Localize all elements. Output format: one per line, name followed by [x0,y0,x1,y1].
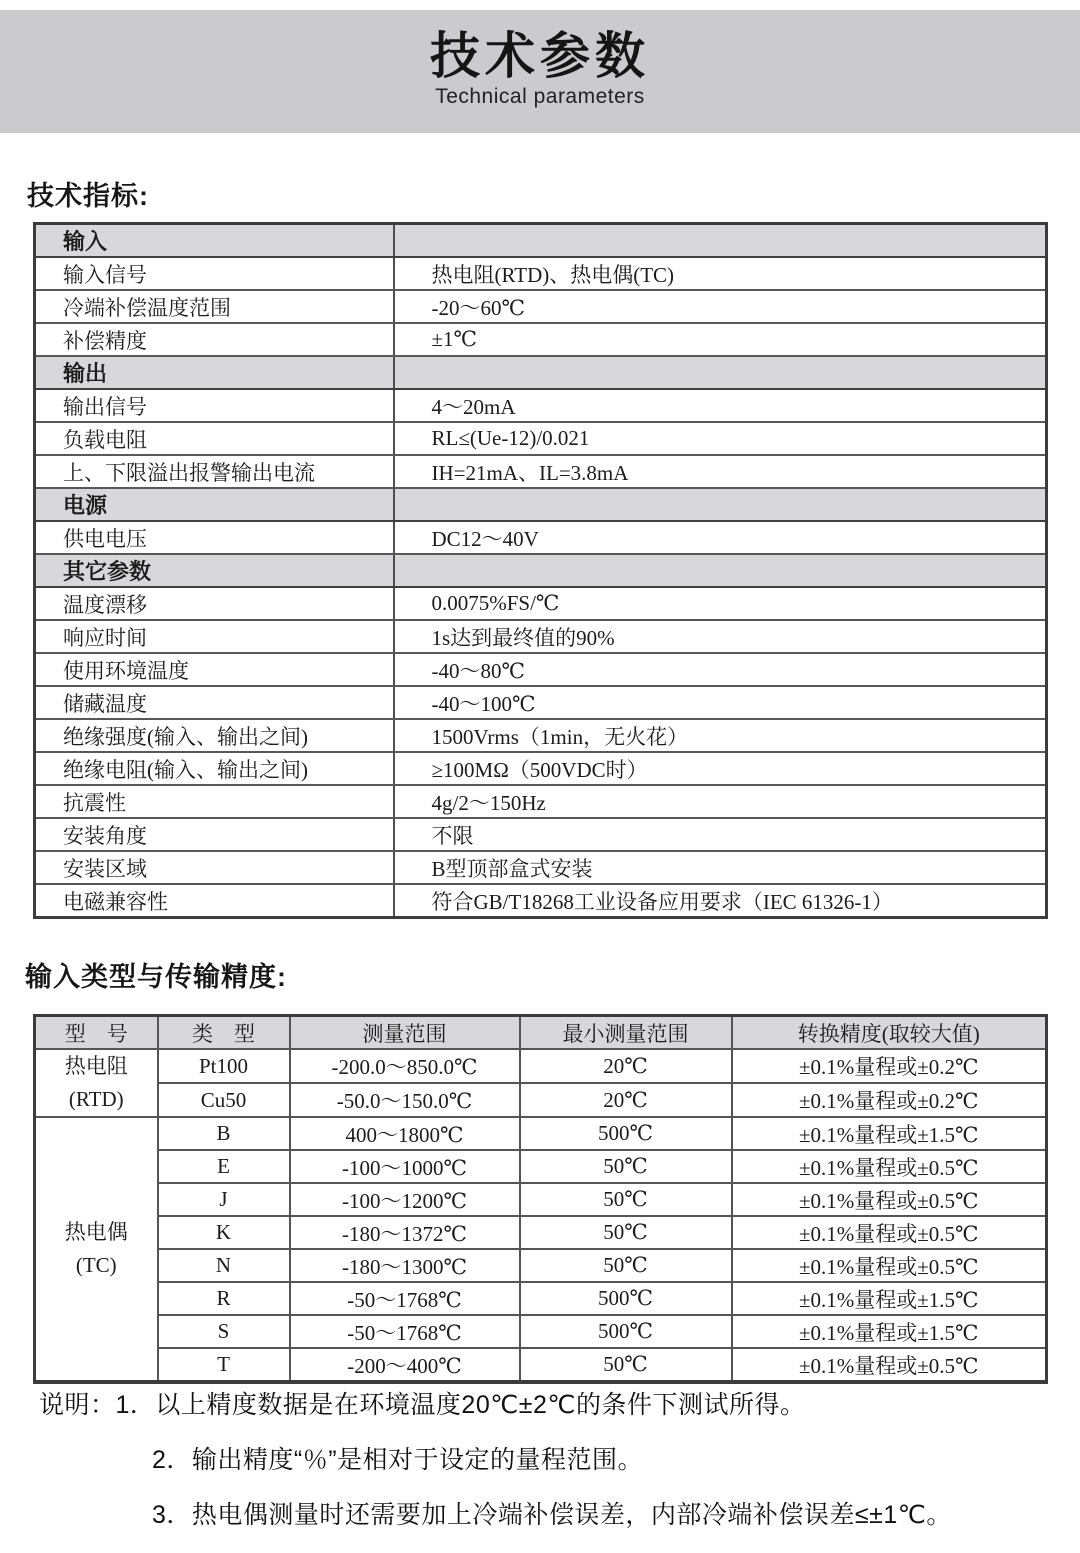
spec-section-heading: 技术指标: [27,181,149,211]
spec-row-value: 热电阻(RTD)、热电偶(TC) [394,257,1047,290]
accuracy-min-range-cell: 50℃ [520,1150,732,1183]
note-text-1: 1．以上精度数据是在环境温度20℃±2℃的条件下测试所得。 [115,1391,806,1419]
spec-item-row [35,323,1047,356]
spec-row-label: 温度漂移 [35,587,394,620]
accuracy-min-range-cell: 50℃ [520,1216,732,1249]
accuracy-range-cell: -180～1372℃ [290,1216,520,1249]
accuracy-header-row [35,1016,1047,1050]
spec-item-row [35,752,1047,785]
page-subtitle: Technical parameters [435,85,645,108]
accuracy-data-row [35,1216,1047,1249]
spec-row-value: -40～80℃ [394,653,1047,686]
accuracy-model-line: 热电阻 [64,1054,128,1078]
accuracy-precision-cell: ±0.1%量程或±1.5℃ [732,1117,1047,1150]
spec-row-label: 供电电压 [35,521,394,554]
accuracy-column-header: 转换精度(取较大值) [732,1016,1047,1050]
accuracy-type-cell: E [158,1150,290,1183]
spec-row-value [394,356,1047,389]
spec-row-value: -40～100℃ [394,686,1047,719]
spec-row-value: 0.0075%FS/℃ [394,587,1047,620]
accuracy-range-cell: -50.0～150.0℃ [290,1083,520,1117]
accuracy-data-row [35,1249,1047,1282]
spec-item-row [35,785,1047,818]
note-line-3 [152,1498,952,1532]
spec-row-label: 电磁兼容性 [35,884,394,918]
accuracy-data-row [35,1150,1047,1183]
spec-row-value: ≥100MΩ（500VDC时） [394,752,1047,785]
accuracy-model-line: 热电偶 [64,1220,128,1244]
accuracy-min-range-cell: 500℃ [520,1117,732,1150]
accuracy-type-cell: Cu50 [158,1083,290,1117]
spec-row-value: B型顶部盒式安装 [394,851,1047,884]
accuracy-precision-cell: ±0.1%量程或±0.5℃ [732,1183,1047,1216]
spec-row-label: 抗震性 [35,785,394,818]
accuracy-model-line: (TC) [75,1253,117,1277]
accuracy-data-row [35,1117,1047,1150]
note-line-2 [152,1443,952,1477]
spec-item-row [35,521,1047,554]
accuracy-model-cell [35,1049,158,1117]
spec-item-row [35,719,1047,752]
spec-row-label: 输入 [35,224,394,258]
accuracy-min-range-cell: 20℃ [520,1049,732,1083]
accuracy-range-cell: -200.0～850.0℃ [290,1049,520,1083]
accuracy-precision-cell: ±0.1%量程或±1.5℃ [732,1315,1047,1348]
accuracy-column-header: 型 号 [35,1016,158,1050]
spec-row-label: 使用环境温度 [35,653,394,686]
spec-row-value: 不限 [394,818,1047,851]
spec-row-label: 输出信号 [35,389,394,422]
spec-row-value: RL≤(Ue-12)/0.021 [394,422,1047,455]
note-text-3: 3．热电偶测量时还需要加上冷端补偿误差，内部冷端补偿误差≤±1℃。 [152,1501,952,1529]
spec-item-row [35,818,1047,851]
spec-group-row [35,488,1047,521]
spec-row-value: 1500Vrms（1min，无火花） [394,719,1047,752]
accuracy-range-cell: -200～400℃ [290,1348,520,1382]
accuracy-precision-cell: ±0.1%量程或±0.2℃ [732,1083,1047,1117]
spec-row-value: 1s达到最终值的90% [394,620,1047,653]
spec-row-value [394,554,1047,587]
accuracy-model-cell [35,1117,158,1382]
notes-label: 说明： [39,1391,116,1419]
accuracy-type-cell: Pt100 [158,1049,290,1083]
accuracy-type-cell: B [158,1117,290,1150]
accuracy-precision-cell: ±0.1%量程或±0.5℃ [732,1348,1047,1382]
spec-row-label: 安装角度 [35,818,394,851]
spec-table [33,222,1048,919]
spec-row-value: ±1℃ [394,323,1047,356]
accuracy-model-line: (RTD) [68,1087,124,1111]
accuracy-table [33,1014,1048,1384]
accuracy-min-range-cell: 20℃ [520,1083,732,1117]
accuracy-range-cell: -50～1768℃ [290,1282,520,1315]
spec-row-label: 输出 [35,356,394,389]
accuracy-data-row [35,1183,1047,1216]
accuracy-data-row [35,1049,1047,1083]
note-line-1 [39,1388,952,1422]
accuracy-range-cell: 400～1800℃ [290,1117,520,1150]
spec-row-value: 符合GB/T18268工业设备应用要求（IEC 61326-1） [394,884,1047,918]
spec-row-label: 绝缘强度(输入、输出之间) [35,719,394,752]
accuracy-range-cell: -100～1000℃ [290,1150,520,1183]
spec-row-label: 绝缘电阻(输入、输出之间) [35,752,394,785]
page-header-band [0,10,1080,133]
spec-item-row [35,290,1047,323]
spec-row-label: 上、下限溢出报警输出电流 [35,455,394,488]
spec-item-row [35,389,1047,422]
accuracy-type-cell: R [158,1282,290,1315]
spec-row-value: 4g/2～150Hz [394,785,1047,818]
spec-row-label: 冷端补偿温度范围 [35,290,394,323]
accuracy-type-cell: T [158,1348,290,1382]
spec-row-label: 电源 [35,488,394,521]
accuracy-type-cell: S [158,1315,290,1348]
spec-item-row [35,587,1047,620]
accuracy-range-cell: -100～1200℃ [290,1183,520,1216]
spec-row-label: 补偿精度 [35,323,394,356]
spec-item-row [35,686,1047,719]
spec-row-label: 输入信号 [35,257,394,290]
spec-row-value: IH=21mA、IL=3.8mA [394,455,1047,488]
page-title: 技术参数 [430,28,650,84]
accuracy-range-cell: -50～1768℃ [290,1315,520,1348]
spec-row-value: 4～20mA [394,389,1047,422]
accuracy-precision-cell: ±0.1%量程或±0.5℃ [732,1249,1047,1282]
accuracy-data-row [35,1315,1047,1348]
spec-item-row [35,257,1047,290]
accuracy-range-cell: -180～1300℃ [290,1249,520,1282]
accuracy-min-range-cell: 50℃ [520,1183,732,1216]
accuracy-min-range-cell: 50℃ [520,1348,732,1382]
spec-group-row [35,554,1047,587]
spec-row-value: DC12～40V [394,521,1047,554]
spec-item-row [35,620,1047,653]
spec-row-label: 其它参数 [35,554,394,587]
accuracy-precision-cell: ±0.1%量程或±0.5℃ [732,1216,1047,1249]
spec-group-row [35,356,1047,389]
spec-item-row [35,851,1047,884]
spec-item-row [35,884,1047,918]
spec-row-label: 安装区域 [35,851,394,884]
accuracy-data-row [35,1348,1047,1382]
spec-row-label: 负载电阻 [35,422,394,455]
accuracy-precision-cell: ±0.1%量程或±1.5℃ [732,1282,1047,1315]
spec-item-row [35,653,1047,686]
accuracy-type-cell: K [158,1216,290,1249]
accuracy-type-cell: N [158,1249,290,1282]
accuracy-precision-cell: ±0.1%量程或±0.2℃ [732,1049,1047,1083]
accuracy-section-heading: 输入类型与传输精度: [25,962,287,992]
accuracy-data-row [35,1282,1047,1315]
spec-row-label: 响应时间 [35,620,394,653]
spec-row-label: 储藏温度 [35,686,394,719]
spec-group-row [35,224,1047,258]
accuracy-column-header: 测量范围 [290,1016,520,1050]
accuracy-column-header: 类 型 [158,1016,290,1050]
accuracy-min-range-cell: 500℃ [520,1282,732,1315]
spec-row-value [394,224,1047,258]
accuracy-data-row [35,1083,1047,1117]
spec-item-row [35,455,1047,488]
accuracy-column-header: 最小测量范围 [520,1016,732,1050]
accuracy-type-cell: J [158,1183,290,1216]
accuracy-min-range-cell: 50℃ [520,1249,732,1282]
accuracy-min-range-cell: 500℃ [520,1315,732,1348]
spec-item-row [35,422,1047,455]
accuracy-precision-cell: ±0.1%量程或±0.5℃ [732,1150,1047,1183]
spec-row-value: -20～60℃ [394,290,1047,323]
note-text-2: 2．输出精度“％”是相对于设定的量程范围。 [152,1446,644,1474]
spec-row-value [394,488,1047,521]
notes-block [39,1388,952,1553]
